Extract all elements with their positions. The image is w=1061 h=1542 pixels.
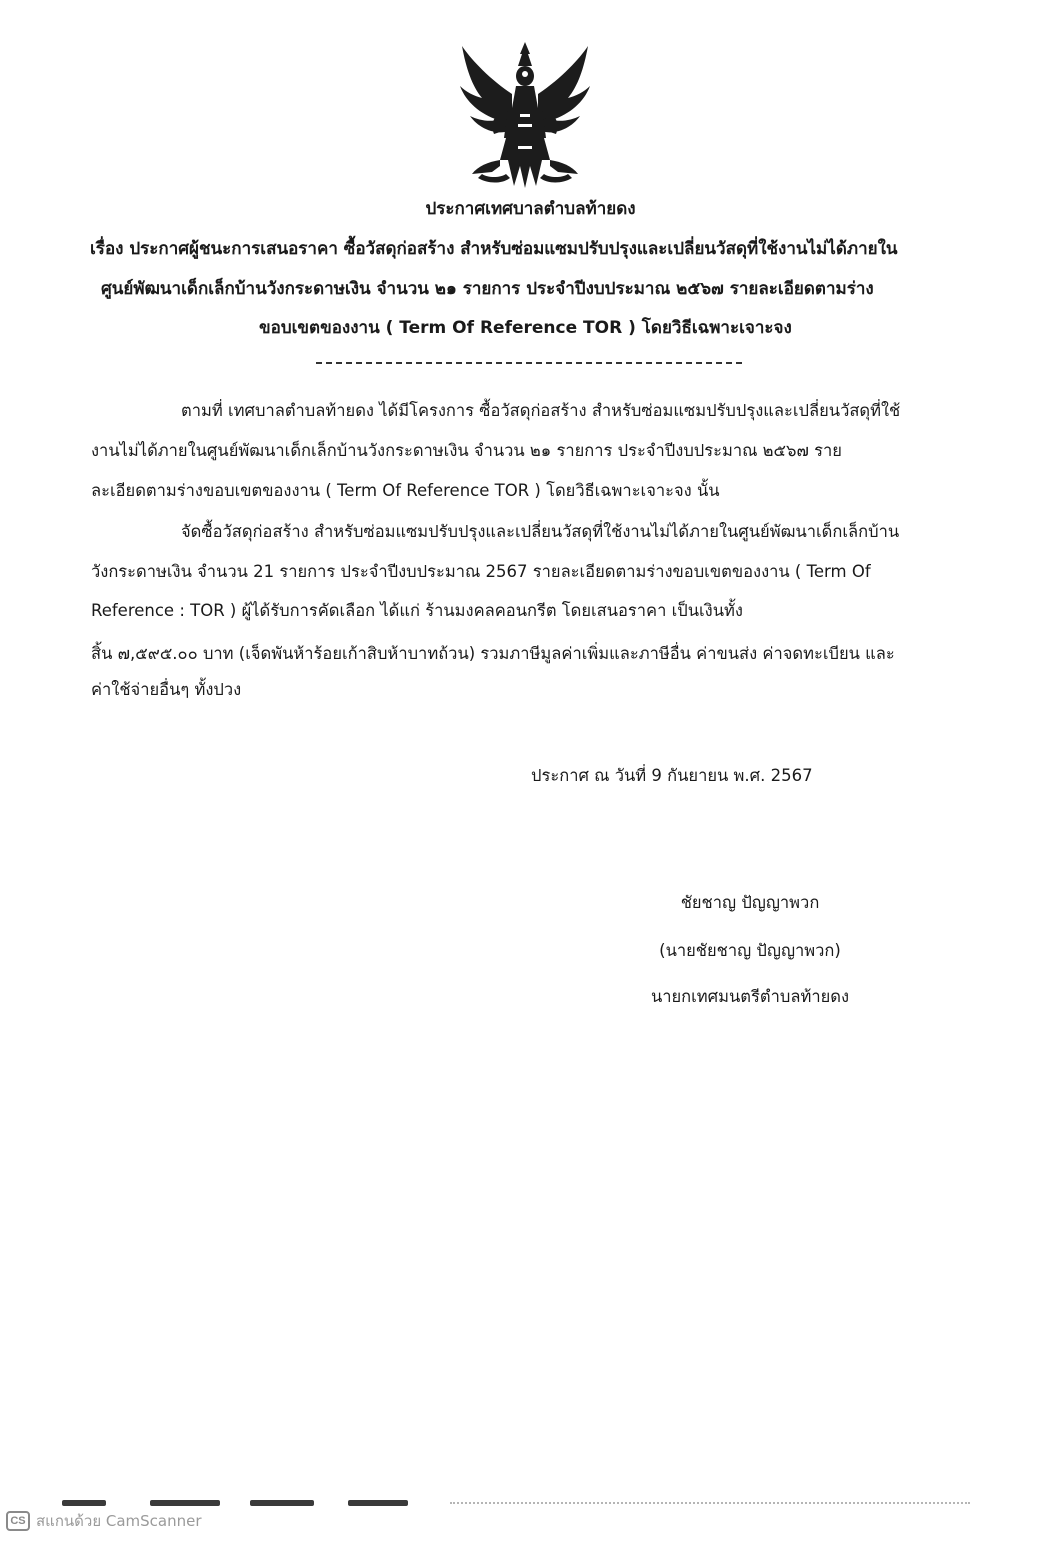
scan-dots	[450, 1502, 970, 1506]
scan-mark	[348, 1500, 408, 1506]
scan-mark	[250, 1500, 314, 1506]
subject-line-1: เรื่อง ประกาศผู้ชนะการเสนอราคา ซื้อวัสดุก่อสร้าง สำหรับซ่อมแซมปรับปรุงและเปลี่ยนวัสดุที่ใช้งานไม่ได้ภายใน	[90, 239, 898, 259]
signatory-full-name: (นายชัยชาญ ปัญญาพวก)	[659, 941, 841, 960]
para2-line-1: จัดซื้อวัสดุก่อสร้าง สำหรับซ่อมแซมปรับปรุงและเปลี่ยนวัสดุที่ใช้งานไม่ได้ภายในศูนย์พัฒนาเด็กเล็กบ้าน	[181, 522, 900, 541]
garuda-emblem-icon	[448, 38, 602, 190]
camscanner-logo-icon: CS	[6, 1511, 30, 1531]
announcement-title: ประกาศเทศบาลตำบลท้ายดง	[425, 199, 636, 219]
para2-line-5: ค่าใช้จ่ายอื่นๆ ทั้งปวง	[91, 680, 242, 699]
para1-line-3: ละเอียดตามร่างขอบเขตของงาน ( Term Of Reference TOR ) โดยวิธีเฉพาะเจาะจง นั้น	[91, 481, 720, 500]
signed-name: ชัยชาญ ปัญญาพวก	[680, 893, 820, 912]
signatory-position: นายกเทศมนตรีตำบลท้ายดง	[650, 987, 850, 1006]
para1-line-1: ตามที่ เทศบาลตำบลท้ายดง ได้มีโครงการ ซื้อวัสดุก่อสร้าง สำหรับซ่อมแซมปรับปรุงและเปลี่ยนวัสดุที่ใช้	[181, 401, 901, 420]
camscanner-text: สแกนด้วย CamScanner	[36, 1512, 202, 1530]
camscanner-footer	[6, 1510, 202, 1532]
separator-line	[316, 362, 742, 364]
scan-mark	[62, 1500, 106, 1506]
subject-line-2: ศูนย์พัฒนาเด็กเล็กบ้านวังกระดาษเงิน จำนวน ๒๑ รายการ ประจำปีงบประมาณ ๒๕๖๗ รายละเอียดตามร่าง	[101, 279, 874, 299]
para2-line-4: สิ้น ๗,๕๙๕.๐๐ บาท (เจ็ดพันห้าร้อยเก้าสิบห้าบาทถ้วน) รวมภาษีมูลค่าเพิ่มและภาษีอื่น ค่าขนส่ง ค่าจดทะเบียน และ	[91, 644, 895, 663]
subject-line-3: ขอบเขตของงาน ( Term Of Reference TOR ) โดยวิธีเฉพาะเจาะจง	[259, 318, 792, 338]
scan-mark	[150, 1500, 220, 1506]
para2-line-3: Reference : TOR ) ผู้ได้รับการคัดเลือก ได้แก่ ร้านมงคลคอนกรีต โดยเสนอราคา เป็นเงินทั้ง	[91, 601, 743, 620]
para2-line-2: วังกระดาษเงิน จำนวน 21 รายการ ประจำปีงบประมาณ 2567 รายละเอียดตามร่างขอบเขตของงาน ( Term Of	[91, 562, 871, 581]
announcement-date: ประกาศ ณ วันที่ 9 กันยายน พ.ศ. 2567	[531, 766, 813, 785]
para1-line-2: งานไม่ได้ภายในศูนย์พัฒนาเด็กเล็กบ้านวังกระดาษเงิน จำนวน ๒๑ รายการ ประจำปีงบประมาณ ๒๕๖๗ ราย	[91, 441, 842, 460]
